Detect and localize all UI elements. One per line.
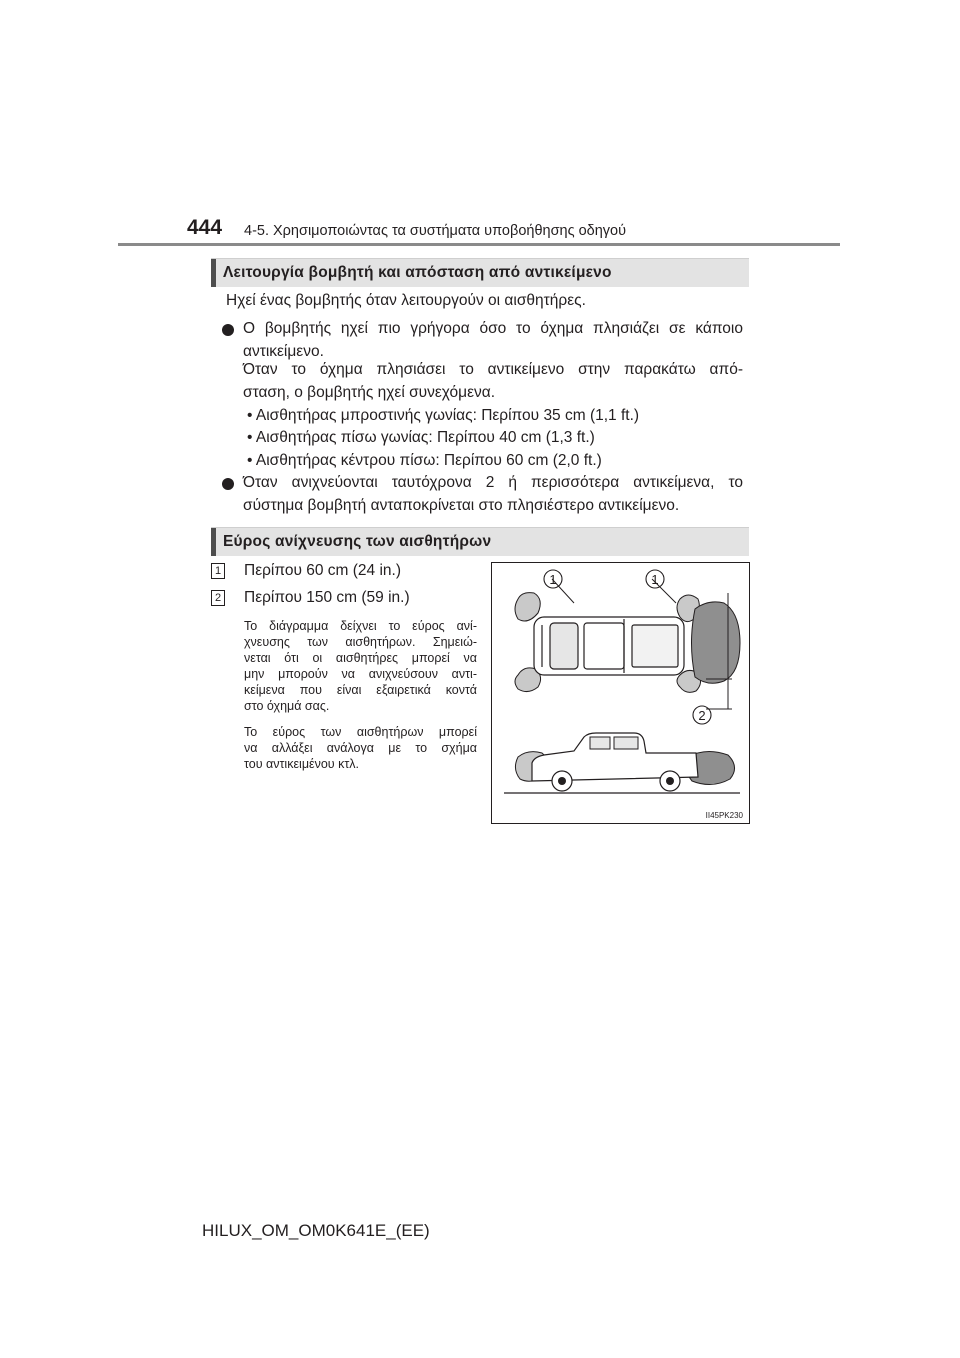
bullet2-line1: Όταν ανιχνεύονται ταυτόχρονα 2 ή περισσότερα αντικείμενα, το: [243, 474, 743, 491]
callout-label: 2: [698, 708, 706, 723]
document-code: HILUX_OM_OM0K641E_(EE): [202, 1221, 430, 1240]
section-heading-buzzer: [211, 258, 749, 287]
sub-item: • Αισθητήρας πίσω γωνίας: Περίπου 40 cm (1,3 ft.): [247, 429, 595, 446]
sub-item: • Αισθητήρας μπροστινής γωνίας: Περίπου 35 cm (1,1 ft.): [247, 407, 640, 424]
bullet1-line3: Όταν το όχημα πλησιάσει το αντικείμενο στην παρακάτω από-: [243, 361, 743, 378]
bullet2-line2: σύστημα βομβητή ανταποκρίνεται στο πλησιέστερο αντικείμενο.: [243, 497, 680, 514]
note-line: να αλλάξει ανάλογα με το σχήμα: [244, 741, 477, 755]
range-item-text: Περίπου 150 cm (59 in.): [244, 589, 410, 606]
note-line: μην μπορούν να ανιχνεύσουν αντι-: [244, 667, 477, 681]
heading-accent: [211, 528, 216, 556]
callout-label: 1: [651, 572, 659, 587]
note-line: στο όχημά σας.: [244, 699, 330, 713]
section-path: 4-5. Χρησιμοποιώντας τα συστήματα υποβοήθησης οδηγού: [244, 223, 627, 239]
vehicle-top-view: [534, 617, 684, 675]
callout-label: 1: [549, 572, 557, 587]
heading-accent: [211, 259, 216, 287]
bullet1-line1: Ο βομβητής ηχεί πιο γρήγορα όσο το όχημα πλησιάζει σε κάποιο: [243, 320, 743, 337]
note-line: Το εύρος των αισθητήρων μπορεί: [244, 725, 477, 739]
sensor-range-diagram: [492, 563, 751, 825]
sub-item: • Αισθητήρας κέντρου πίσω: Περίπου 60 cm (2,0 ft.): [247, 452, 602, 469]
callout-number: 1: [211, 563, 225, 579]
range-item-text: Περίπου 60 cm (24 in.): [244, 562, 401, 579]
sensor-range-figure: [491, 562, 750, 824]
note-line: χνευσης των αισθητήρων. Σημειώ-: [244, 635, 477, 649]
section-title: Λειτουργία βομβητή και απόσταση από αντικείμενο: [223, 264, 612, 281]
figure-code: II45PK230: [705, 811, 743, 820]
note-line: του αντικειμένου κτλ.: [244, 757, 360, 771]
note-line: Το διάγραμμα δείχνει το εύρος ανί-: [244, 619, 477, 633]
section-heading-range: [211, 527, 749, 556]
bullet-dot: [222, 478, 234, 490]
note-line: κείμενα που είναι εξαιρετικά κοντά: [244, 683, 477, 697]
bullet1-line4: σταση, ο βομβητής ηχεί συνεχόμενα.: [243, 384, 495, 401]
header-rule: [118, 243, 840, 246]
page-number: 444: [187, 216, 223, 239]
intro-text: Ηχεί ένας βομβητής όταν λειτουργούν οι αισθητήρες.: [226, 292, 586, 309]
section-title: Εύρος ανίχνευσης των αισθητήρων: [223, 533, 492, 550]
bullet1-line2: αντικείμενο.: [243, 343, 324, 360]
note-line: νεται ότι οι αισθητήρες μπορεί να: [244, 651, 477, 665]
rear-center-zone: [692, 602, 741, 683]
front-corner-zone: [515, 593, 540, 621]
bullet-dot: [222, 324, 234, 336]
callout-number: 2: [211, 590, 225, 606]
vehicle-side-view: [504, 733, 740, 793]
